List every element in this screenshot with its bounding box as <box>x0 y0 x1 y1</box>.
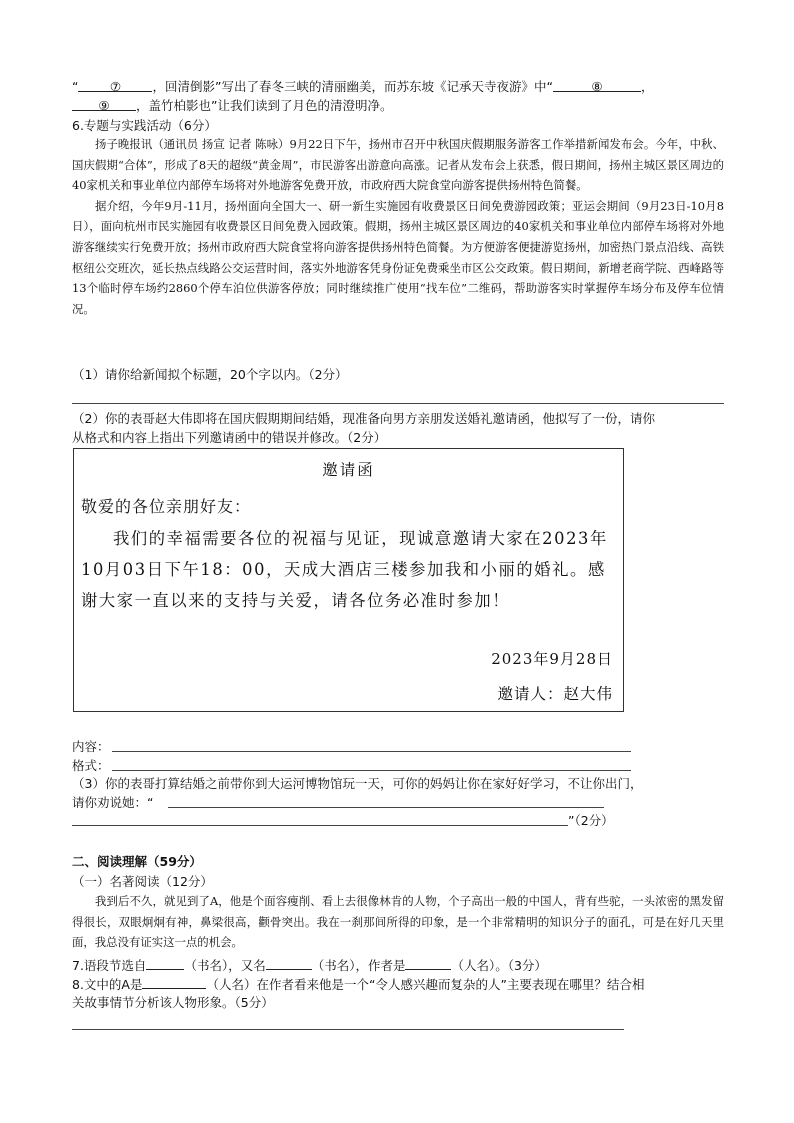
letter-date: 2023年9月28日 <box>491 650 613 668</box>
q6-3-line-b: 请你劝说她：“ <box>72 795 154 810</box>
q6-2-line-b: 从格式和内容上指出下列邀请函中的错误并修改。（2分） <box>72 430 387 445</box>
letter-title: 邀请函 <box>322 461 375 479</box>
q8-prefix: 8.文中的A是 <box>72 977 143 992</box>
q6-title: 6.专题与实践活动（6分） <box>72 118 217 133</box>
q7-blank-book[interactable] <box>146 955 184 970</box>
q6-1-answer-line[interactable] <box>72 403 724 404</box>
letter-signature: 邀请人：赵大伟 <box>497 685 613 703</box>
q7-suffix: （人名）。（3分） <box>451 958 547 973</box>
blank-8-number: ⑧ <box>591 79 603 94</box>
q8-line <box>72 974 644 994</box>
fill-line-2 <box>72 96 392 115</box>
line1-text: ，回清倒影”写出了春冬三峡的清丽幽美，而苏东坡《记承天寺夜游》中“ <box>152 79 553 94</box>
sub1-title: （一）名著阅读（12分） <box>72 874 213 889</box>
open-quote: “ <box>72 79 79 94</box>
blank-9[interactable] <box>72 96 136 111</box>
q6-3-end: ”（2分） <box>568 813 614 828</box>
q8-answer-line[interactable] <box>72 1029 624 1030</box>
blank-7-number: ⑦ <box>109 79 122 94</box>
q7-mid1: （书名），又名 <box>184 958 266 973</box>
q8-line-2: 关故事情节分析该人物形象。（5分） <box>72 995 274 1010</box>
news-paragraph-1: 扬子晚报讯（通讯员 扬宣 记者 陈咏）9月22日下午，扬州市召开中秋国庆假期服务游客工作举措新闻发布会。今年，中秋、国庆假期“合体”，形成了8天的超级“黄金周”，市民游客出游意向高涨。记者从发布会上获悉，假日期间，扬州主城区景区周边的40家机关和事业单位内部停车场将对外地游客免费开放，市政府西大院食堂向游客提供扬州特色简餐。 <box>72 137 724 193</box>
q7-prefix: 7.语段节选自 <box>72 958 147 973</box>
answer-content-line[interactable] <box>112 751 631 752</box>
q6-3-line-a: （3）你的表哥打算结婚之前带你到大运河博物馆玩一天，可你的妈妈让你在家好好学习，不让你出门， <box>72 776 643 791</box>
excerpt <box>72 891 724 953</box>
news-article <box>72 134 724 319</box>
fill-line-1 <box>72 77 653 96</box>
letter-greeting: 敬爱的各位亲朋好友： <box>81 497 252 516</box>
letter-body: 我们的幸福需要各位的祝福与见证，现诚意邀请大家在2023年10月03日下午18：00，天成大酒店三楼参加我和小丽的婚礼。感谢大家一直以来的支持与关爱，请各位务必准时参加！ <box>81 529 608 610</box>
q6-3-answer-line-1[interactable] <box>168 807 604 808</box>
excerpt-paragraph: 我到后不久，就见到了A，他是个面容瘦削、看上去很像林肯的人物，个子高出一般的中国人，背有些驼，一头浓密的黑发留得很长，双眼炯炯有神，鼻梁很高，颧骨突出。我在一刹那间所得的印象，是一个非常精明的知识分子的面孔，可是在好几天里面，我总没有证实这一点的机会。 <box>72 894 724 950</box>
q7-line <box>72 955 547 975</box>
q6-3-answer-line-2[interactable] <box>72 825 568 826</box>
q6-2-line-a: （2）你的表哥赵大伟即将在国庆假期期间结婚，现准备向男方亲朋发送婚礼邀请函，他拟写了一份，请你 <box>72 411 655 426</box>
q8-blank-name[interactable] <box>142 974 206 989</box>
section2-title: 二、阅读理解（59分） <box>72 854 202 869</box>
blank-7[interactable] <box>78 77 152 92</box>
blank-8[interactable] <box>553 77 641 92</box>
invitation-letter <box>73 448 624 712</box>
q8-suffix: （人名）在作者看来他是一个“令人感兴趣而复杂的人”主要表现在哪里？结合相 <box>206 977 645 992</box>
q7-blank-author[interactable] <box>405 955 451 970</box>
q6-1: （1）请你给新闻拟个标题，20个字以内。（2分） <box>72 367 348 382</box>
q7-blank-alias[interactable] <box>266 955 312 970</box>
answer-content-label: 内容： <box>72 739 110 754</box>
blank-9-number: ⑨ <box>98 98 110 113</box>
q7-mid2: （书名），作者是 <box>311 958 406 973</box>
answer-format-line[interactable] <box>112 770 631 771</box>
line2-text: ，盖竹柏影也”让我们读到了月色的清澄明净。 <box>136 98 393 113</box>
news-paragraph-2: 据介绍，今年9月-11月，扬州面向全国大一、研一新生实施园有收费景区日间免费游园政策；亚运会期间（9月23日-10月8日），面向杭州市民实施园有收费景区日间免费入园政策。假期，扬州主城区景区周边的40家机关和事业单位内部停车场将对外地游客继续实行免费开放；扬州市政府西大院食堂将向游客提供扬州特色简餐。为方便游客便捷游览扬州，加密热门景点沿线、高铁枢纽公交班次，延长热点线路公交运营时间，落实外地游客凭身份证免费乘坐市区公交政策。假日期间，新增老商学院、西峰路等13个临时停车场约2860个停车泊位供游客停放；同时继续推广使用“找车位”二维码，帮助游客实时掌握停车场分布及停车位情况。 <box>72 198 724 316</box>
line1-end: ， <box>640 79 654 94</box>
answer-format-label: 格式： <box>72 758 110 773</box>
